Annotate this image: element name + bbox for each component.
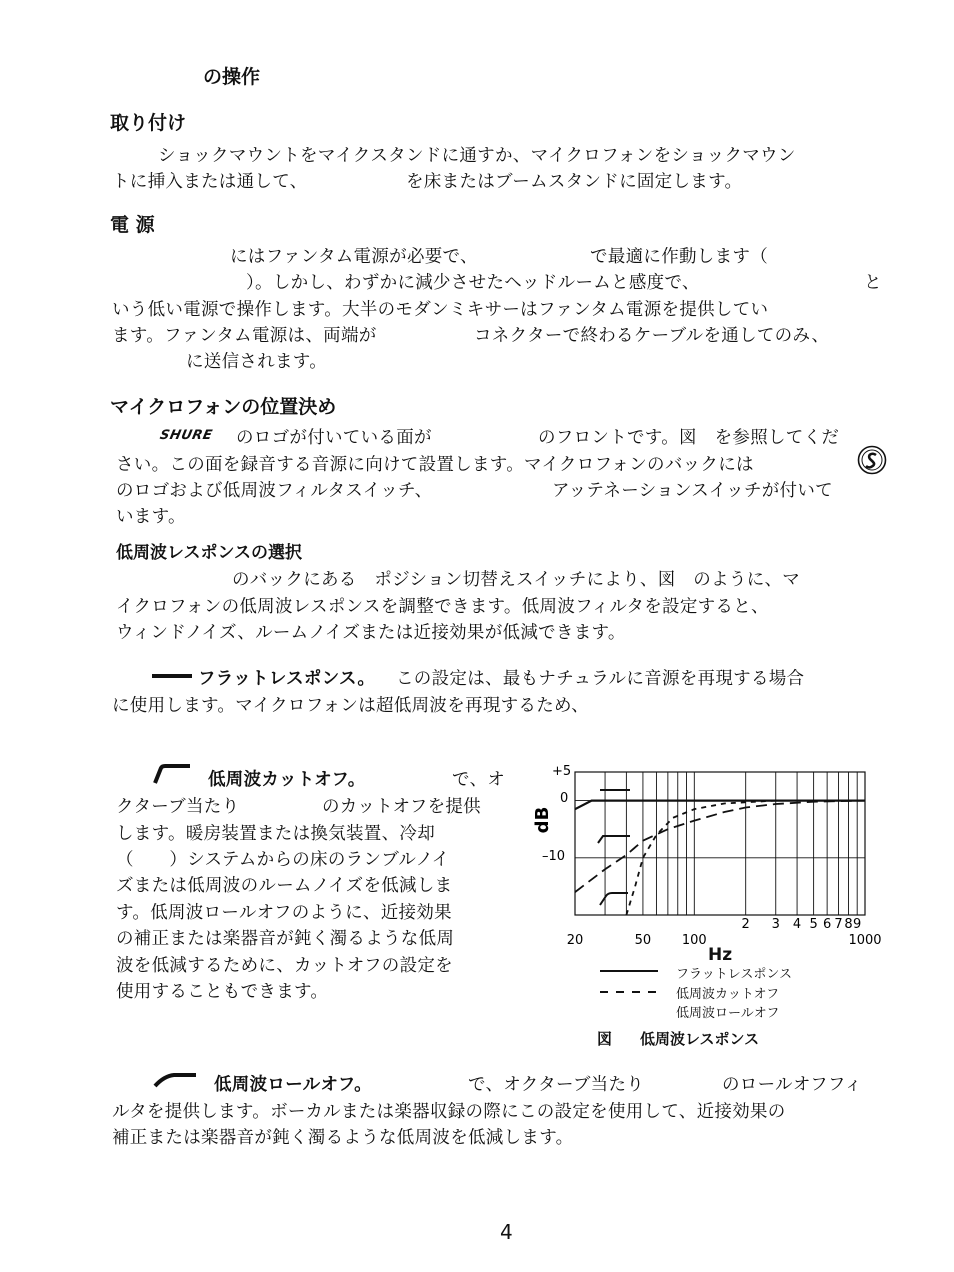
- power-line-5: に送信されます。: [186, 352, 327, 372]
- cutoff-line-1: で、オ: [452, 770, 506, 790]
- cutoff-line-5: ズまたは低周波のルームノイズを低減しま: [116, 876, 453, 896]
- cutoff-icon: [152, 764, 192, 788]
- placement-line-3a: のロゴおよび低周波フィルタスイッチ、: [116, 481, 433, 501]
- y-axis-label: dB: [532, 806, 553, 834]
- frequency-response-chart: [530, 760, 882, 960]
- power-line-4a: ます。ファンタム電源は、両端が: [112, 326, 377, 346]
- rolloff-label: 低周波ロールオフ。: [214, 1075, 372, 1095]
- mounting-line-2a: トに挿入または通して、: [112, 172, 308, 192]
- power-line-1a: にはファンタム電源が必要で、: [230, 247, 478, 267]
- lowfreq-heading: 低周波レスポンスの選択: [116, 543, 302, 563]
- y-tick-plus5: +5: [552, 764, 572, 779]
- cutoff-line-6: す。低周波ロールオフのように、近接効果: [116, 903, 452, 923]
- lowfreq-line-2: イクロフォンの低周波レスポンスを調整できます。低周波フィルタを設定すると、: [116, 597, 769, 617]
- series-line-1: [575, 801, 865, 810]
- shure-emblem-icon: [857, 445, 887, 475]
- cutoff-line-4: （ ）システムからの床のランブルノイ: [116, 850, 450, 870]
- x-tick-label: 6: [822, 917, 832, 932]
- cutoff-line-3: します。暖房装置または換気装置、冷却: [116, 824, 435, 844]
- legend-cutoff: 低周波カットオフ: [676, 987, 780, 1002]
- flat-response-icon: [152, 674, 192, 678]
- cutoff-line-7: の補正または楽器音が鈍く濁るような低周: [116, 929, 455, 949]
- legend-solid-swatch: [600, 970, 658, 972]
- chart-switch-icons: [598, 790, 630, 905]
- legend-flat: フラットレスポンス: [676, 967, 792, 982]
- power-line-3: いう低い電源で操作します。大半のモダンミキサーはファンタム電源を提供してい: [112, 300, 769, 320]
- shure-logo: SHURE: [158, 428, 214, 443]
- x-axis-label: Hz: [708, 945, 733, 965]
- y-tick-0: 0: [560, 791, 569, 806]
- mounting-line-2b: を床またはブームスタンドに固定します。: [406, 172, 743, 192]
- rolloff-icon: [152, 1072, 198, 1092]
- lowfreq-line-3: ウィンドノイズ、ルームノイズまたは近接効果が低減できます。: [116, 623, 626, 643]
- mounting-heading: 取り付け: [110, 112, 187, 134]
- power-heading: 電 源: [110, 214, 155, 236]
- series-line-3: [575, 801, 865, 893]
- x-tick-label: 8: [844, 917, 853, 932]
- y-tick-minus10: –10: [542, 849, 566, 864]
- placement-heading: マイクロフォンの位置決め: [110, 396, 337, 418]
- x-tick-label: 3: [771, 917, 780, 932]
- cutoff-line-2b: のカットオフを提供: [322, 797, 481, 817]
- x-tick-label: 2: [741, 917, 750, 932]
- power-line-2a: ）。しかし、わずかに減少させたヘッドルームと感度で、: [246, 273, 700, 293]
- legend-dash-swatch: [600, 991, 662, 993]
- cutoff-line-2a: クターブ当たり: [116, 797, 240, 817]
- placement-line-2: さい。この面を録音する音源に向けて設置します。マイクロフォンのバックには: [116, 455, 754, 475]
- cutoff-line-9: 使用することもできます。: [116, 982, 329, 1002]
- mounting-line-1: ショックマウントをマイクスタンドに通すか、マイクロフォンをショックマウン: [158, 146, 796, 166]
- cutoff-line-8: 波を低減するために、カットオフの設定を: [116, 956, 453, 976]
- rolloff-line-3: 補正または楽器音が鈍く濁るような低周波を低減します。: [112, 1128, 574, 1148]
- placement-line-4: います。: [116, 507, 186, 527]
- rolloff-line-2: ルタを提供します。ボーカルまたは楽器収録の際にこの設定を使用して、近接効果の: [112, 1102, 786, 1122]
- x-tick-label: 100: [681, 933, 707, 948]
- power-line-1b: で最適に作動します（: [590, 247, 768, 267]
- x-tick-labels: [567, 917, 882, 948]
- page-number: 4: [500, 1220, 513, 1244]
- x-tick-label: 5: [809, 917, 818, 932]
- placement-line-1a: のロゴが付いている面が: [236, 428, 432, 448]
- rolloff-line-1a: で、オクターブ当たり: [468, 1075, 645, 1095]
- x-tick-label: 50: [634, 933, 652, 948]
- cutoff-label: 低周波カットオフ。: [208, 770, 366, 790]
- placement-line-3b: アッテネーションスイッチが付いて: [552, 481, 833, 501]
- figure-caption: 低周波レスポンス: [640, 1030, 760, 1048]
- x-tick-label: 4: [792, 917, 802, 932]
- flat-label: フラットレスポンス。: [198, 669, 376, 689]
- legend-rolloff: 低周波ロールオフ: [676, 1006, 780, 1021]
- figure-caption-prefix: 図: [597, 1030, 613, 1048]
- power-line-2b: と: [864, 273, 882, 293]
- x-tick-label: 9: [853, 917, 862, 932]
- rolloff-line-1b: のロールオフフィ: [722, 1075, 863, 1095]
- placement-line-1b: のフロントです。図 を参照してくだ: [538, 428, 840, 448]
- rolloff-switch-icon: [600, 893, 628, 905]
- lowfreq-line-1: のバックにある ポジション切替えスイッチにより、図 のように、マ: [232, 570, 801, 590]
- power-line-4b: コネクターで終わるケーブルを通してのみ、: [474, 326, 830, 346]
- x-tick-label: 20: [566, 933, 584, 948]
- cutoff-switch-icon: [598, 836, 630, 843]
- flat-line-1: この設定は、最もナチュラルに音源を再現する場合: [396, 669, 805, 689]
- section-title: の操作: [203, 66, 261, 88]
- x-tick-label: 1000: [848, 933, 882, 948]
- x-tick-label: 7: [834, 917, 843, 932]
- flat-line-2: に使用します。マイクロフォンは超低周波を再現するため、: [112, 696, 589, 716]
